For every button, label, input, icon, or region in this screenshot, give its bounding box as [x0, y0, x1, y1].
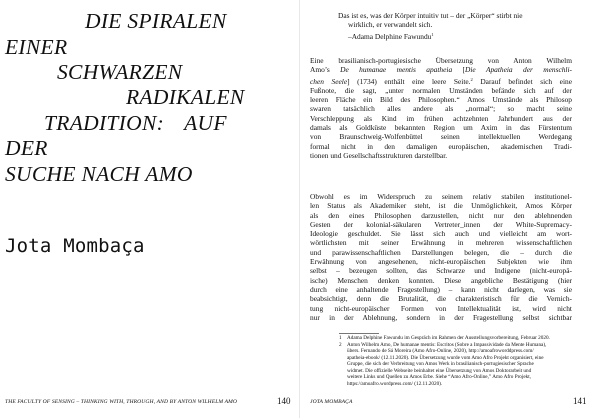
book-title-translation-italic: chen Seele	[310, 76, 348, 86]
title-line-3: SCHWARZEN	[57, 60, 183, 84]
paragraph-2-line: beabsichtigt, denn die Brutalität, die charakteristisch für die Vernich-	[310, 294, 572, 304]
text-run: Darauf befindet sich eine	[472, 76, 572, 86]
footnote-line: apatheia-ebook/ (12.11.2020). Die Übersetzung wurde vom Amo Afro Projekt organisiert, eine	[347, 354, 544, 361]
paragraph-2-line: Erwähnung von angesehenen, nicht-europäischen Subjekten wie ihm	[310, 257, 572, 267]
text-run: [	[452, 65, 466, 75]
author-name: Jota Mombaça	[5, 235, 145, 257]
paragraph-2-line: wörtlichsten mit seiner Erwähnung in mehreren wissenschaftlichen	[310, 238, 572, 248]
paragraph-2-line: Gesten der kolonial-säkularen Vertreter_innen der White-Supremacy-	[310, 219, 572, 229]
paragraph-2-line: tung nicht-europäischer Formen von Intellektualität ist, wird nicht	[310, 303, 572, 313]
paragraph-2-line: selbst – bezeugen sollten, das Schwarze und Indigene (nicht-europä-	[310, 266, 572, 276]
paragraph-1-line: Eine brasilianisch-portugiesische Übersetzung von Anton Wilhelm	[310, 56, 572, 65]
text-run: Amo’s	[310, 65, 341, 75]
paragraph-1-line	[310, 65, 572, 74]
epigraph-line-1: Das ist es, was der Körper intuitiv tut – der „Körper“ stirbt nie	[338, 11, 523, 20]
epigraph-attribution-line	[338, 30, 570, 41]
footnote-2	[339, 342, 577, 388]
footnote-line: Anton Wilhelm Amo, De humanae mentis: Escritos (Sobre a Impassividade da Mente Humana),	[347, 341, 547, 348]
title-line-2: EINER	[5, 35, 68, 59]
page-number-left: 140	[277, 396, 291, 406]
title-word-tradition: TRADITION:	[44, 111, 165, 135]
title-line-6: DER	[5, 136, 48, 160]
title-line-5	[44, 113, 227, 135]
page-number-right: 141	[573, 396, 587, 406]
paragraph-2-line: und parawissenschaftlichen Darstellungen belegen, die – durch die	[310, 247, 572, 257]
paragraph-2-line: durch eine anhaltende Fragestellung) – kann nicht darlegen, was sie	[310, 284, 572, 294]
footnote-line: Gruppe, die sich der Verbreitung von Amos Werk in brasilianisch-portugiesischer Sprache	[347, 361, 534, 367]
paragraph-1-line	[310, 75, 572, 86]
footnote-line: https://amoafro.wordpress.com/ (12.11.2020).	[347, 380, 443, 387]
title-line-1: DIE SPIRALEN	[85, 9, 227, 33]
footnote-line: weitere Links und Quellen zu Amos Erbe. Siehe “Amo Afro-Online,” Amo Afro Projekt,	[347, 374, 531, 380]
right-page	[300, 0, 600, 418]
footnote-rule	[339, 333, 379, 334]
paragraph-1-line: Verschleppung als Kind im frühen achtzehnten Jahrhundert aus der	[310, 113, 572, 123]
paragraph-2	[310, 192, 572, 322]
paragraph-2-line: als den eines Philosophen darzustellen, nicht nur den ablehnenden	[310, 210, 572, 220]
paragraph-2-line: len Status als Akademiker steht, ist die Unmöglichkeit, Amos Körper	[310, 201, 572, 211]
running-footer-right: JOTA MOMBAÇA	[310, 399, 353, 405]
footnote-number: 2	[339, 341, 342, 348]
epigraph-line-2: wirklich, er verwandelt sich.	[348, 20, 433, 30]
epigraph-attribution: –Adama Delphine Fawundu	[348, 31, 432, 41]
footnote-ref-2: 2	[470, 76, 473, 82]
footnote-number: 1	[339, 335, 342, 341]
title-line-4: RADIKALEN	[126, 85, 245, 109]
book-title-italic: De humanae mentis apatheia	[340, 65, 453, 75]
paragraph-2-line: nur in der Ablehnung, sondern in der Fragestellung selbst sichtbar	[310, 312, 572, 322]
paragraph-1-line: swaren tatsächlich alles andere als „normal“; so macht seine	[310, 104, 572, 114]
footnote-ref-1: 1	[431, 31, 434, 37]
footnote-line: Adama Delphine Fawundu im Gespräch im Rahmen der Ausstellungsvorbereitung, Februar 2020.	[347, 335, 550, 341]
paragraph-1-line: formal nicht in den damaligen europäischen, akademischen Tradi-	[310, 141, 572, 151]
book-title-translation-italic: Die Apatheia der menschli-	[465, 65, 572, 75]
paragraph-1-line: von Braunschweig-Wolfenbüttel seinen intellektuellen Werdegang	[310, 132, 572, 142]
paragraph-1-line: tionen und Gesellschaftsstrukturen darstellbar.	[310, 150, 448, 160]
title-word-auf: AUF	[184, 111, 227, 135]
paragraph-1-line: damals als Goldküste bekannten Region um Axim in das Fürstentum	[310, 123, 572, 133]
footnotes	[339, 335, 577, 387]
footnote-line: widmet. Die offizielle Webseite beinhaltet eine Übersetzung von Amos Doktorarbeit und	[347, 367, 532, 374]
paragraph-2-line: Ideologie geschuldet. Sie lässt sich auch und vielleicht am wort-	[310, 229, 572, 239]
paragraph-1	[310, 56, 572, 160]
paragraph-1-line: leeren Fläche ein Bild des Philosophen.“ Amos Umstände als Philosop	[310, 95, 572, 105]
footnote-line: übers. Fernando de Sá Moreira (Amo Afro-Online, 2020), http://amoafroworddpress.com/	[347, 348, 534, 354]
paragraph-2-line: Obwohl es im Widerspruch zu seinem relativ stabilen institutionel-	[310, 192, 572, 201]
title-line-7: SUCHE NACH AMO	[5, 162, 193, 186]
running-footer-left: THE FACULTY OF SENSING – THINKING WITH, THROUGH, AND BY ANTON WILHELM AMO	[5, 399, 238, 405]
paragraph-2-line: ische) Menschen denken konnten. Diese angebliche Bestätigung (hier	[310, 275, 572, 285]
epigraph	[338, 11, 570, 41]
paragraph-1-line: Fußnote, die sagt, „unter normalen Umständen befände sich auf der	[310, 85, 572, 95]
text-run: ] (1734) enthält eine leere Seite.	[347, 76, 471, 86]
